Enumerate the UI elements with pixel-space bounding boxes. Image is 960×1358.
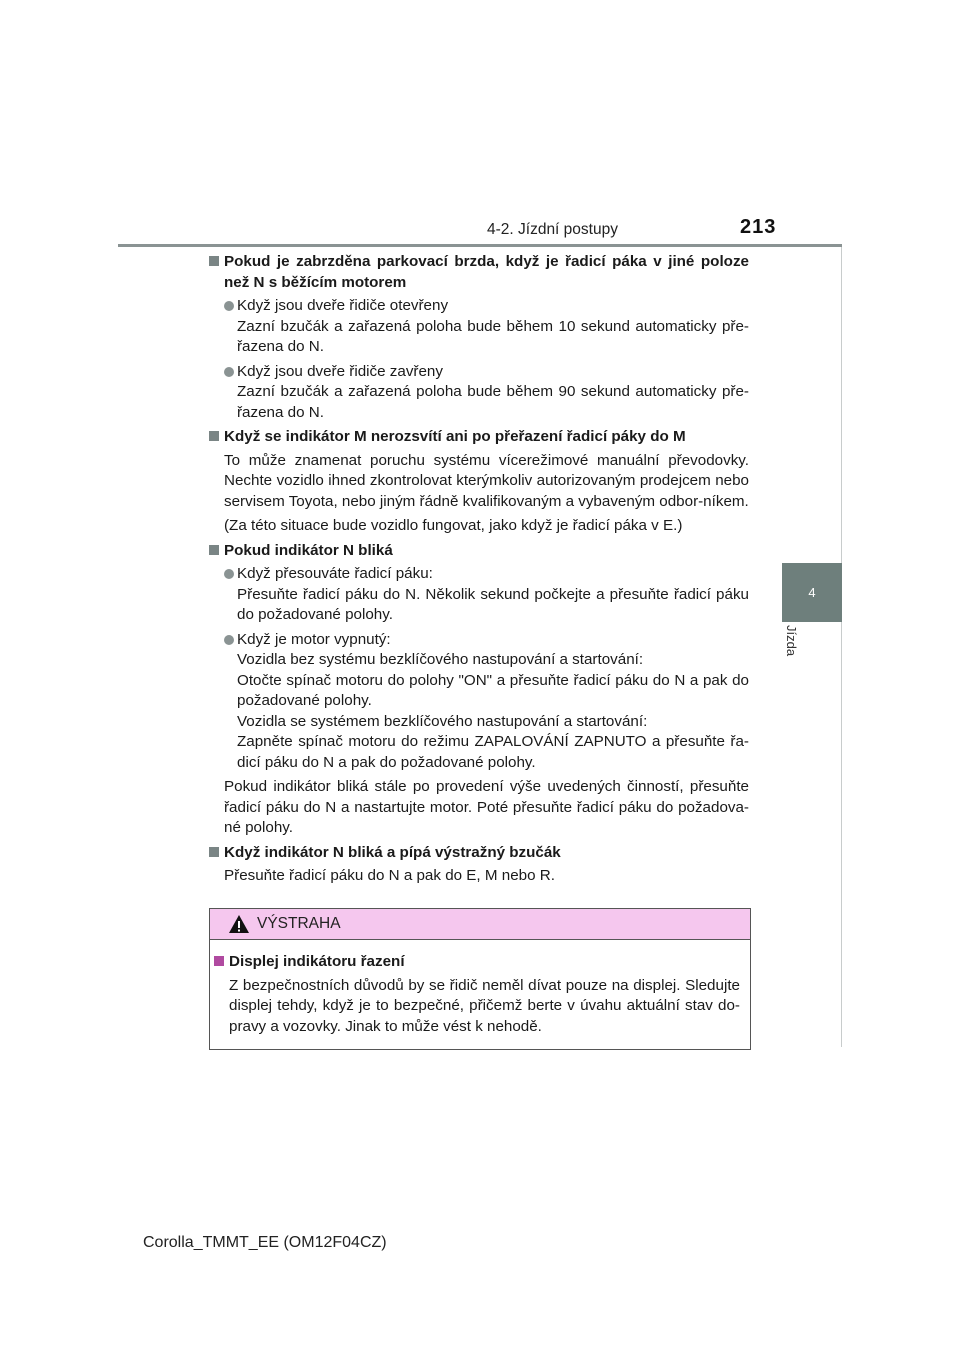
item-text: Vozidla se systémem bezklíčového nastupování a startování:	[237, 712, 648, 730]
chapter-label	[784, 625, 824, 673]
section-heading	[209, 541, 749, 562]
item-title: Když přesouváte řadicí páku:	[237, 565, 433, 582]
chapter-tab[interactable]: 4	[782, 563, 842, 622]
item-text: Vozidla bez systému bezklíčového nastupování a startování:	[237, 651, 644, 668]
footer-text: Corolla_TMMT_EE (OM12F04CZ)	[143, 1234, 387, 1251]
warning-triangle-icon	[228, 914, 250, 934]
round-bullet-icon	[224, 635, 234, 645]
heading-text: Displej indikátoru řazení	[229, 953, 405, 970]
section-title: 4-2. Jízdní postupy	[487, 221, 618, 238]
list-item	[209, 362, 749, 424]
round-bullet-icon	[224, 367, 234, 377]
header-divider	[118, 244, 842, 247]
section-heading	[209, 427, 749, 448]
chapter-label-text: Jízda	[784, 625, 799, 657]
item-text: Zazní bzučák a zařazená poloha bude během 90 sekund automaticky pře-řazena do N.	[237, 383, 749, 421]
paragraph: To může znamenat poruchu systému vícerežimové manuální převodovky. Nechte vozidlo ihned zkontrolovat kterýmkoliv autorizovaným prodejcem nebo servisem Toyota, nebo jiným řádně kvalifikovaným a vybaveným odbor-níkem.	[224, 451, 749, 510]
side-divider	[841, 247, 842, 1047]
square-bullet-icon	[209, 847, 219, 857]
square-bullet-icon	[209, 431, 219, 441]
page-number: 213	[740, 216, 777, 238]
item-text: Přesuňte řadicí páku do N. Několik sekund počkejte a přesuňte řadicí páku do požadované polohy.	[237, 585, 749, 623]
item-title: Když jsou dveře řidiče otevřeny	[237, 297, 449, 314]
list-item	[209, 564, 749, 626]
warning-header	[210, 909, 750, 940]
paragraph: Přesuňte řadicí páku do N a pak do E, M nebo R.	[224, 867, 555, 884]
warning-title: VÝSTRAHA	[257, 915, 341, 932]
section-heading	[209, 843, 749, 864]
item-text: Zazní bzučák a zařazená poloha bude během 10 sekund automaticky pře-řazena do N.	[237, 317, 749, 355]
heading-text: Když se indikátor M nerozsvítí ani po přeřazení řadicí páky do M	[224, 428, 686, 445]
list-item	[209, 630, 749, 774]
paragraph: Pokud indikátor bliká stále po provedení výše uvedených činností, přesuňte řadicí páku do N a nastartujte motor. Poté přesuňte řadicí páku do požadova-né polohy.	[224, 778, 749, 836]
square-bullet-icon	[214, 956, 224, 966]
round-bullet-icon	[224, 569, 234, 579]
list-item	[209, 296, 749, 358]
main-content	[209, 252, 749, 891]
item-title: Když jsou dveře řidiče zavřeny	[237, 362, 443, 380]
heading-text: Když indikátor N bliká a pípá výstražný bzučák	[224, 843, 561, 861]
heading-text: Pokud je zabrzděna parkovací brzda, když je řadicí páka v jiné poloze než N s běžícím motorem	[224, 253, 749, 291]
paragraph: (Za této situace bude vozidlo fungovat, jako když je řadicí páka v E.)	[224, 517, 683, 534]
warning-heading	[214, 952, 740, 973]
heading-text: Pokud indikátor N bliká	[224, 541, 393, 559]
square-bullet-icon	[209, 545, 219, 555]
warning-box	[209, 908, 751, 1050]
item-title: Když je motor vypnutý:	[237, 630, 391, 648]
item-text: Otočte spínač motoru do polohy "ON" a přesuňte řadicí páku do N a pak do požadované polohy.	[237, 671, 749, 709]
round-bullet-icon	[224, 301, 234, 311]
warning-body	[210, 940, 750, 1037]
warning-text: Z bezpečnostních důvodů by se řidič neměl dívat pouze na displej. Sledujte displej tehdy, když je to bezpečné, přičemž berte v úvahu aktuální stav do-pravy a vozovky. Jinak to může vést k nehodě.	[229, 976, 740, 1035]
section-heading	[209, 252, 749, 293]
square-bullet-icon	[209, 256, 219, 266]
item-text: Zapněte spínač motoru do režimu ZAPALOVÁNÍ ZAPNUTO a přesuňte řa-dicí páku do N a pak do požadované polohy.	[237, 733, 749, 771]
